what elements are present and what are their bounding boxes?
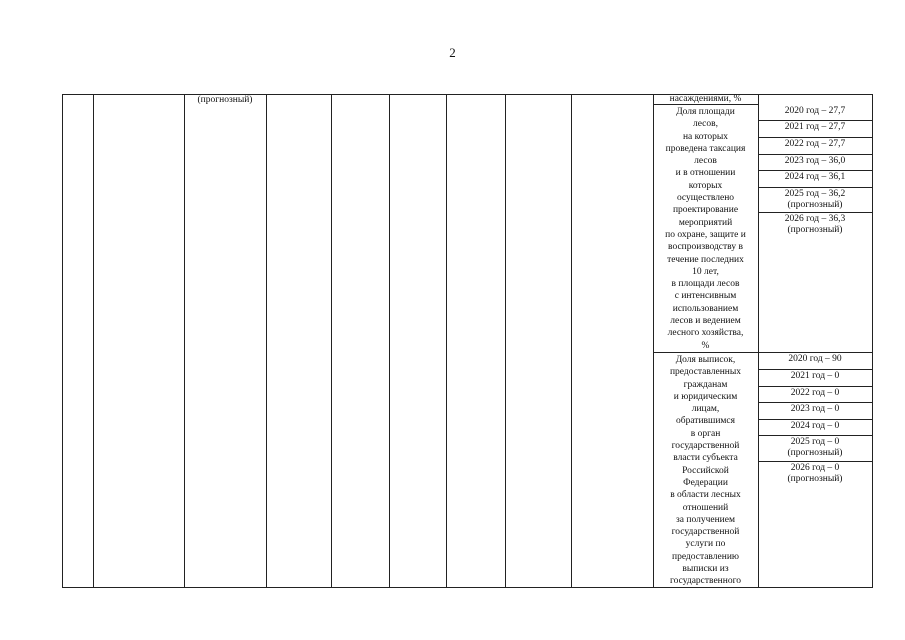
description-line: лесов и ведением — [670, 316, 741, 327]
year-value-line: 2026 год – 0 — [790, 463, 840, 473]
year-value-line: 2020 год – 90 — [788, 354, 842, 364]
year-value — [758, 214, 872, 236]
year-value-line: 2021 год – 27,7 — [784, 122, 846, 132]
description-line: выписки из — [682, 564, 729, 575]
description-line: проектирование — [672, 205, 739, 216]
description-line: лесов, — [692, 119, 719, 130]
description-line: услуги по — [685, 539, 726, 550]
description-line: за получением — [676, 514, 735, 525]
col-border — [266, 94, 267, 588]
description-line: лицам, — [691, 404, 720, 415]
description-line: осуществлено — [676, 193, 735, 204]
page-number: 2 — [449, 45, 456, 60]
row-separator — [653, 352, 873, 353]
description-line: Российской — [682, 465, 729, 476]
description-line: предоставлению — [671, 551, 740, 562]
year-value — [758, 388, 872, 403]
col-border — [505, 94, 506, 588]
year-value-line: 2022 год – 0 — [790, 388, 840, 398]
description-line: и в отношении — [675, 168, 736, 179]
description-line: 10 лет, — [692, 266, 719, 277]
description-line: лесов — [694, 156, 717, 167]
col-border — [571, 94, 572, 588]
year-value — [758, 172, 872, 188]
description-line: отношений — [682, 502, 729, 513]
year-value — [758, 106, 872, 121]
year-value — [758, 189, 872, 213]
col-border — [93, 94, 94, 588]
description-line: проведена таксация — [665, 143, 746, 154]
description-line: гражданам — [683, 379, 728, 390]
description-line: в орган — [690, 428, 721, 439]
description-line: мероприятий — [678, 217, 733, 228]
year-value — [758, 463, 872, 485]
year-value-line: 2024 год – 0 — [790, 421, 840, 431]
description-line: власти субъекта — [673, 453, 738, 464]
description-line: государственной — [671, 441, 740, 452]
year-value-line: 2025 год – 0 — [790, 437, 840, 447]
top-row-desc: насаждениями, % — [669, 94, 742, 104]
description-line: использованием — [672, 303, 739, 314]
description-line: которых — [688, 180, 723, 191]
description-line: в области лесных — [670, 490, 741, 501]
year-value-line: 2023 год – 36,0 — [784, 156, 846, 166]
col-border — [331, 94, 332, 588]
year-value — [758, 122, 872, 138]
year-value — [758, 139, 872, 155]
col-border — [62, 94, 63, 588]
year-value-line: 2024 год – 36,1 — [784, 172, 846, 182]
description-line: государственной — [671, 527, 740, 538]
year-value-line: (прогнозный) — [787, 474, 843, 484]
description-line: с интенсивным — [674, 291, 737, 302]
col-border — [184, 94, 185, 588]
description-line: Доля площади — [676, 107, 735, 117]
year-value-line: (прогнозный) — [787, 225, 843, 235]
description-line: и юридическим — [673, 391, 738, 402]
year-value — [758, 371, 872, 387]
year-value — [758, 354, 872, 370]
col2-text: (прогнозный) — [197, 95, 253, 105]
year-value-line: 2021 год – 0 — [790, 371, 840, 381]
description-line: Федерации — [683, 477, 728, 488]
year-value — [758, 404, 872, 420]
description-line: течение последних — [667, 254, 744, 265]
col-border — [389, 94, 390, 588]
year-value-line: (прогнозный) — [787, 200, 843, 210]
year-value-line: 2025 год – 36,2 — [784, 189, 846, 199]
year-value-line: (прогнозный) — [787, 448, 843, 458]
year-value — [758, 421, 872, 436]
year-value-line: 2023 год – 0 — [790, 404, 840, 414]
year-value — [758, 437, 872, 462]
year-value-line: 2022 год – 27,7 — [784, 139, 846, 149]
col-border — [872, 94, 873, 588]
description-line: лесного хозяйства, — [667, 328, 744, 339]
year-value — [758, 156, 872, 171]
indicator-description — [653, 354, 758, 588]
description-line: воспроизводству в — [668, 242, 743, 253]
description-line: государственного — [669, 576, 742, 587]
indicator-description — [653, 106, 758, 352]
description-line: Доля выписок, — [675, 355, 736, 365]
description-line: на которых — [682, 131, 729, 142]
year-value-line: 2020 год – 27,7 — [784, 106, 846, 116]
col-border — [446, 94, 447, 588]
description-line: по охране, защите и — [665, 229, 746, 240]
description-line: в площади лесов — [671, 279, 740, 290]
description-line: % — [701, 340, 710, 351]
year-value-line: 2026 год – 36,3 — [784, 214, 846, 224]
description-line: предоставленных — [669, 367, 742, 378]
description-line: обратившимся — [675, 416, 736, 427]
